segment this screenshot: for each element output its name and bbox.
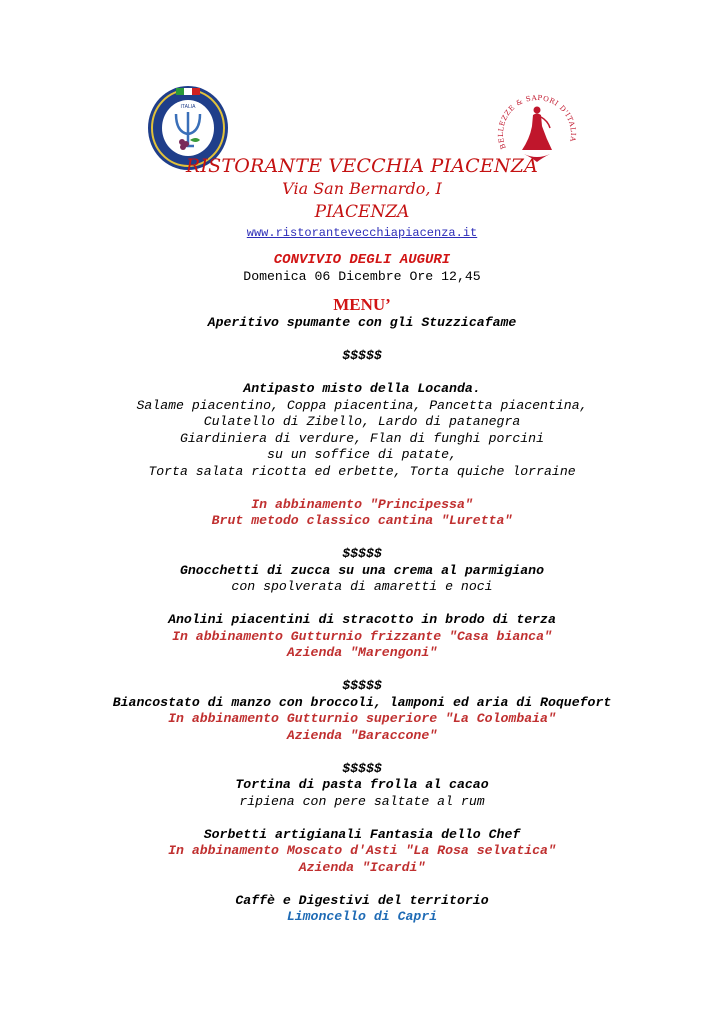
biancostato-producer: Azienda "Baraccone": [286, 727, 438, 743]
limoncello-line: Limoncello di Capri: [286, 909, 438, 924]
antipasto-item: Culatello di Zibello, Lardo di patanegra: [203, 414, 521, 429]
antipasto-pairing-detail: Brut metodo classico cantina "Luretta": [211, 513, 513, 528]
antipasto-item: Giardiniera di verdure, Flan di funghi porcini: [179, 430, 545, 446]
menu-title: MENU’: [333, 295, 391, 314]
sorbetti-title: Sorbetti artigianali Fantasia dello Chef: [203, 826, 521, 842]
gnocchetti-detail: con spolverata di amaretti e noci: [231, 579, 493, 594]
antipasto-item: Torta salata ricotta ed erbette, Torta quiche lorraine: [148, 463, 576, 479]
sorbetti-producer: Azienda "Icardi": [298, 859, 426, 875]
anolini-pairing: In abbinamento Gutturnio frizzante "Casa bianca": [172, 628, 552, 644]
restaurant-name: RISTORANTE VECCHIA PIACENZA: [185, 155, 539, 177]
bellezze-ring-text: BELLEZZE & SAPORI D'ITALIA: [496, 93, 578, 151]
tortina-title: Tortina di pasta frolla al cacao: [235, 777, 489, 792]
event-title: CONVIVIO DEGLI AUGURI: [273, 252, 451, 268]
restaurant-header: [0, 155, 724, 241]
website-link[interactable]: www.ristorantevecchiapiacenza.it: [246, 226, 478, 240]
menu-body: [0, 252, 724, 926]
anolini-producer: Azienda "Marengoni": [286, 645, 438, 660]
anolini-title: Anolini piacentini di stracotto in brodo di terza: [168, 612, 556, 627]
course-separator: $$$$$: [342, 348, 382, 363]
seal-country-text: ITALIA: [180, 104, 196, 110]
event-datetime: Domenica 06 Dicembre Ore 12,45: [243, 268, 481, 284]
tortina-detail: ripiena con pere saltate al rum: [239, 793, 485, 809]
restaurant-city: PIACENZA: [314, 202, 410, 222]
biancostato-pairing: In abbinamento Gutturnio superiore "La Colombaia": [168, 711, 556, 726]
gnocchetti-title: Gnocchetti di zucca su una crema al parmigiano: [179, 562, 545, 578]
sorbetti-pairing: In abbinamento Moscato d'Asti "La Rosa selvatica": [168, 843, 556, 858]
course-separator: $$$$$: [342, 546, 382, 561]
course-separator: $$$$$: [342, 760, 382, 776]
caffe-title: Caffè e Digestivi del territorio: [235, 892, 489, 908]
antipasto-pairing: In abbinamento "Principessa": [251, 496, 473, 512]
restaurant-street: Via San Bernardo, I: [282, 179, 442, 198]
aperitivo-line: Aperitivo spumante con gli Stuzzicafame: [207, 315, 517, 330]
antipasto-title: Antipasto misto della Locanda.: [243, 381, 481, 396]
course-separator: $$$$$: [342, 678, 382, 693]
antipasto-item: Salame piacentino, Coppa piacentina, Pancetta piacentina,: [136, 397, 588, 413]
biancostato-title: Biancostato di manzo con broccoli, lamponi ed aria di Roquefort: [112, 694, 612, 710]
antipasto-item: su un soffice di patate,: [267, 447, 457, 462]
